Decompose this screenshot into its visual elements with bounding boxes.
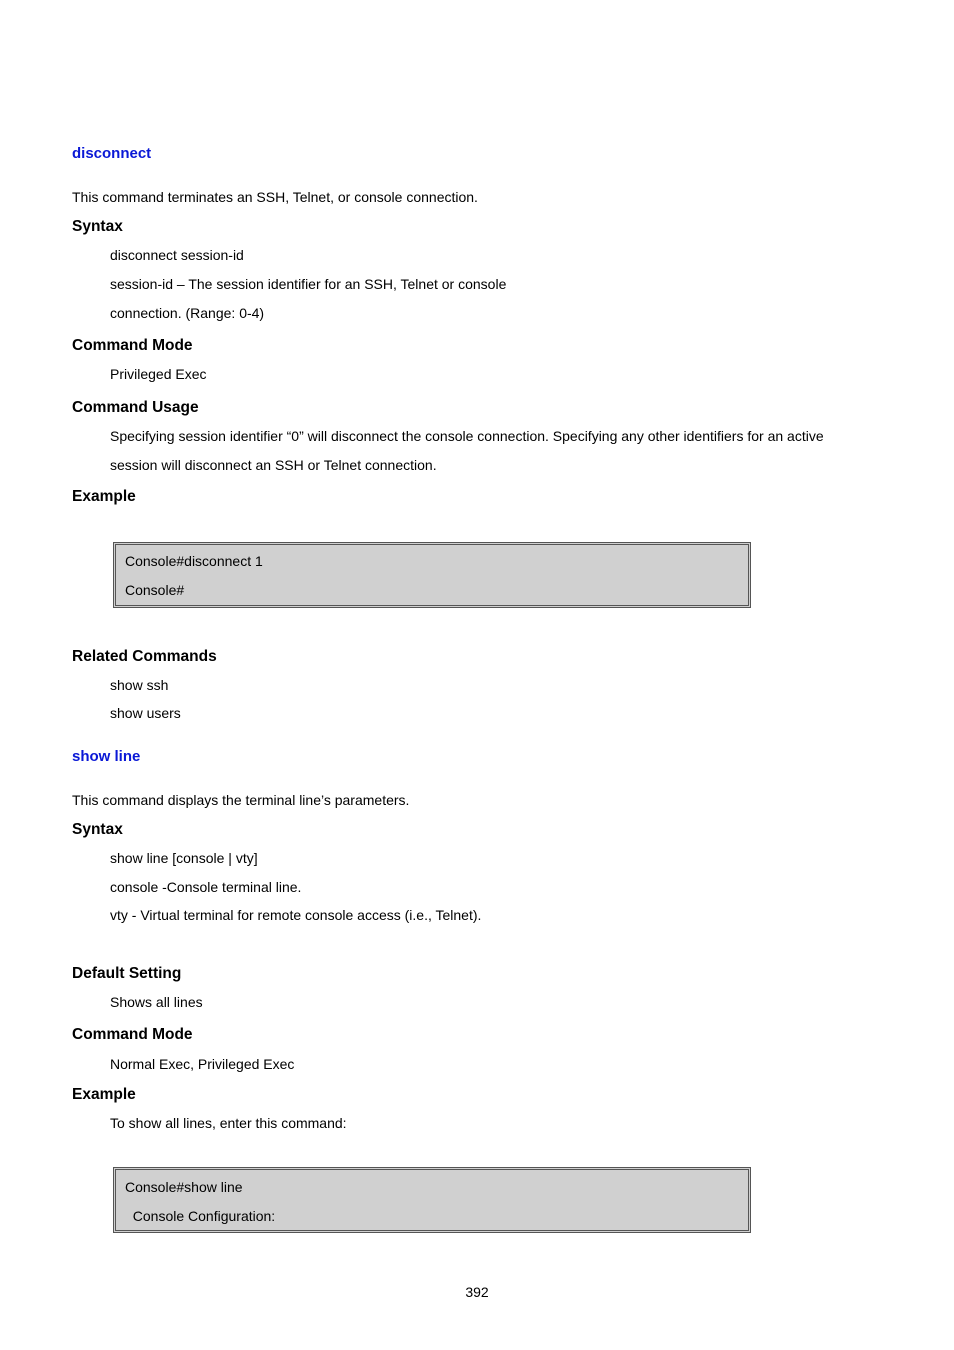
usage-line: Specifying session identifier “0” will disconnect the console connection. Specifying any other identifiers for an active (110, 428, 824, 444)
syntax-line: show line [console | vty] (110, 850, 258, 866)
command-mode-heading: Command Mode (72, 1026, 193, 1043)
code-line: Console#disconnect 1 (125, 553, 263, 569)
example-heading: Example (72, 1086, 136, 1103)
usage-line: session will disconnect an SSH or Telnet connection. (110, 457, 437, 473)
code-line: Console#show line (125, 1179, 243, 1195)
disconnect-title: disconnect (72, 145, 152, 162)
show-line-title: show line (72, 748, 141, 765)
code-example-box (113, 1167, 751, 1233)
default-setting-heading: Default Setting (72, 965, 182, 982)
default-setting-value: Shows all lines (110, 994, 203, 1010)
command-usage-heading: Command Usage (72, 399, 199, 416)
example-intro: To show all lines, enter this command: (110, 1115, 347, 1131)
related-command: show users (110, 705, 181, 721)
syntax-line: disconnect session-id (110, 247, 244, 263)
code-line: Console Configuration: (125, 1208, 276, 1224)
related-command: show ssh (110, 677, 169, 693)
command-mode-heading: Command Mode (72, 337, 193, 354)
syntax-line: session-id – The session identifier for an SSH, Telnet or console (110, 276, 507, 292)
command-mode-value: Normal Exec, Privileged Exec (110, 1056, 295, 1072)
show-line-description: This command displays the terminal line’s parameters. (72, 792, 410, 808)
command-mode-value: Privileged Exec (110, 366, 207, 382)
example-heading: Example (72, 488, 136, 505)
syntax-heading: Syntax (72, 821, 123, 838)
syntax-heading: Syntax (72, 218, 123, 235)
page-number: 392 (465, 1284, 489, 1300)
related-commands-heading: Related Commands (72, 648, 217, 665)
disconnect-description: This command terminates an SSH, Telnet, or console connection. (72, 189, 478, 205)
code-line: Console# (125, 582, 185, 598)
syntax-line: connection. (Range: 0-4) (110, 305, 265, 321)
syntax-line: console -Console terminal line. (110, 879, 302, 895)
code-example-box (113, 542, 751, 608)
syntax-line: vty - Virtual terminal for remote console access (i.e., Telnet). (110, 907, 482, 923)
